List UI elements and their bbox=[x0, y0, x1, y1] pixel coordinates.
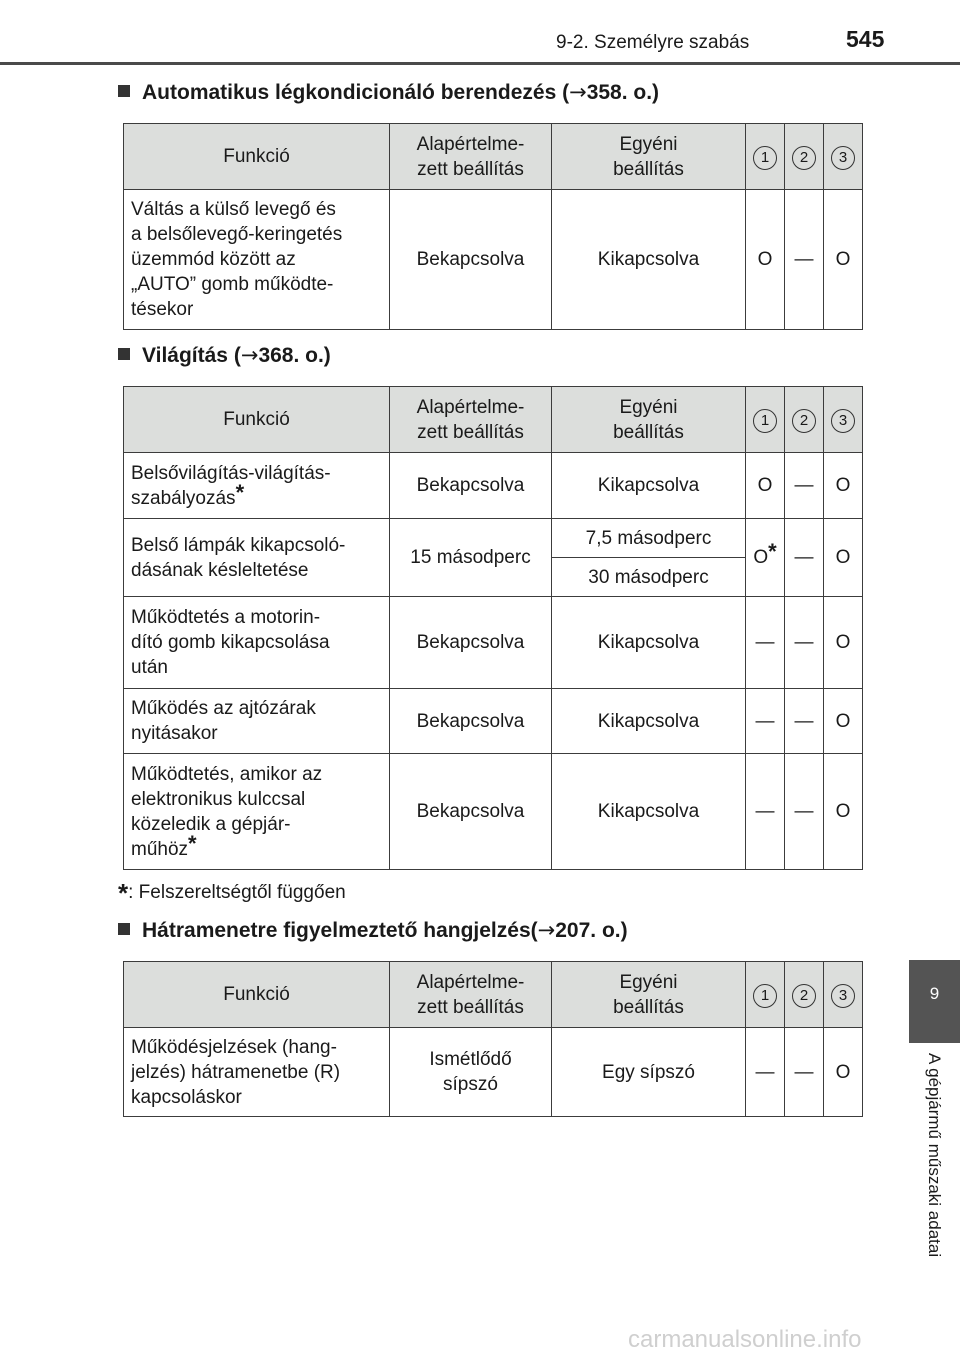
col-1-header bbox=[746, 962, 785, 1028]
cell-func: Működtetés a motorin- dító gomb kikapcsolása után bbox=[124, 597, 390, 689]
cell-custom: Egy sípszó bbox=[552, 1028, 746, 1117]
cell-c1: — bbox=[746, 1028, 785, 1117]
cell-c3: O bbox=[824, 519, 863, 597]
cell-c1: — bbox=[746, 754, 785, 870]
col-default-header: Alapértelme- zett beállítás bbox=[390, 387, 552, 453]
cell-c3: O bbox=[824, 453, 863, 519]
circle-3-icon: 3 bbox=[831, 409, 855, 433]
table-row bbox=[124, 1028, 863, 1117]
circle-3-icon: 3 bbox=[831, 146, 855, 170]
cell-custom: Kikapcsolva bbox=[552, 453, 746, 519]
header-rule bbox=[0, 62, 960, 65]
cell-func: Működésjelzések (hang- jelzés) hátramenetbe (R) kapcsoláskor bbox=[124, 1028, 390, 1117]
col-1-header bbox=[746, 387, 785, 453]
footnote-text: : Felszereltségtől függően bbox=[128, 882, 346, 903]
cell-default: Bekapcsolva bbox=[390, 689, 552, 754]
cell-c3: O bbox=[824, 754, 863, 870]
square-bullet-icon bbox=[118, 923, 130, 935]
cell-c2: — bbox=[785, 453, 824, 519]
col-2-header bbox=[785, 962, 824, 1028]
cell-c3: O bbox=[824, 1028, 863, 1117]
table-row bbox=[124, 689, 863, 754]
section-title-ac: Automatikus légkondicionáló berendezés (→358. o.) bbox=[118, 80, 659, 105]
lighting-settings-table bbox=[123, 386, 863, 870]
cell-c2: — bbox=[785, 190, 824, 330]
watermark: carmanualsonline.info bbox=[628, 1326, 862, 1353]
cell-c2: — bbox=[785, 754, 824, 870]
square-bullet-icon bbox=[118, 85, 130, 97]
cell-custom: Kikapcsolva bbox=[552, 190, 746, 330]
col-2-header bbox=[785, 124, 824, 190]
cell-c2: — bbox=[785, 519, 824, 597]
col-2-header bbox=[785, 387, 824, 453]
table-header-row bbox=[124, 124, 863, 190]
cell-func: Működés az ajtózárak nyitásakor bbox=[124, 689, 390, 754]
cell-func: Belső lámpák kikapcsoló- dásának késleltetése bbox=[124, 519, 390, 597]
cell-c3: O bbox=[824, 597, 863, 689]
col-func-header: Funkció bbox=[124, 387, 390, 453]
col-default-header: Alapértelme- zett beállítás bbox=[390, 962, 552, 1028]
cell-custom-b: 30 másodperc bbox=[552, 558, 746, 597]
col-func-header: Funkció bbox=[124, 962, 390, 1028]
cell-c1: — bbox=[746, 597, 785, 689]
cell-default: Bekapcsolva bbox=[390, 453, 552, 519]
circle-2-icon: 2 bbox=[792, 984, 816, 1008]
table-row bbox=[124, 754, 863, 870]
cell-custom: Kikapcsolva bbox=[552, 754, 746, 870]
cell-c3: O bbox=[824, 689, 863, 754]
table-row bbox=[124, 453, 863, 519]
table-row bbox=[124, 597, 863, 689]
page-header bbox=[0, 0, 960, 68]
cell-c1: O* bbox=[746, 519, 785, 597]
circle-1-icon: 1 bbox=[753, 409, 777, 433]
footnote-star: * bbox=[235, 479, 245, 505]
table-row bbox=[124, 190, 863, 330]
footnote bbox=[118, 878, 346, 909]
cell-default: Bekapcsolva bbox=[390, 754, 552, 870]
section-title-lighting: Világítás (→368. o.) bbox=[118, 343, 331, 368]
circle-2-icon: 2 bbox=[792, 146, 816, 170]
col-3-header bbox=[824, 962, 863, 1028]
circle-2-icon: 2 bbox=[792, 409, 816, 433]
chapter-tab[interactable] bbox=[909, 960, 960, 1043]
cell-custom: Kikapcsolva bbox=[552, 689, 746, 754]
cell-default: Bekapcsolva bbox=[390, 190, 552, 330]
cell-default: Bekapcsolva bbox=[390, 597, 552, 689]
col-func-header: Funkció bbox=[124, 124, 390, 190]
table-header-row bbox=[124, 387, 863, 453]
footnote-star: * bbox=[188, 830, 197, 856]
cell-default: Ismétlődő sípszó bbox=[390, 1028, 552, 1117]
cell-default: 15 másodperc bbox=[390, 519, 552, 597]
col-3-header bbox=[824, 387, 863, 453]
col-custom-header: Egyéni beállítás bbox=[552, 124, 746, 190]
footnote-star: * bbox=[768, 539, 777, 564]
cell-c2: — bbox=[785, 1028, 824, 1117]
reverse-buzzer-table bbox=[123, 961, 863, 1117]
table-row bbox=[124, 519, 863, 558]
col-default-header: Alapértelme- zett beállítás bbox=[390, 124, 552, 190]
ac-settings-table bbox=[123, 123, 863, 330]
circle-3-icon: 3 bbox=[831, 984, 855, 1008]
cell-custom-a: 7,5 másodperc bbox=[552, 519, 746, 558]
cell-c1: O bbox=[746, 453, 785, 519]
square-bullet-icon bbox=[118, 348, 130, 360]
arrow-right-icon: → bbox=[240, 343, 259, 367]
col-3-header bbox=[824, 124, 863, 190]
cell-func: Működtetés, amikor az elektronikus kulccsal közeledik a gépjár- műhöz* bbox=[124, 754, 390, 870]
cell-func: Belsővilágítás-világítás- szabályozás* bbox=[124, 453, 390, 519]
cell-c1: O bbox=[746, 190, 785, 330]
cell-c2: — bbox=[785, 597, 824, 689]
section-title-reverse-buzzer: Hátramenetre figyelmeztető hangjelzés(→207. o.) bbox=[118, 918, 628, 943]
table-header-row bbox=[124, 962, 863, 1028]
footnote-star: * bbox=[118, 878, 129, 908]
chapter-tab-label: A gépjármű műszaki adatai bbox=[925, 1053, 944, 1258]
cell-custom: Kikapcsolva bbox=[552, 597, 746, 689]
chapter-tab-number: 9 bbox=[929, 984, 940, 1003]
col-1-header bbox=[746, 124, 785, 190]
col-custom-header: Egyéni beállítás bbox=[552, 962, 746, 1028]
arrow-right-icon: → bbox=[569, 80, 587, 104]
circle-1-icon: 1 bbox=[753, 146, 777, 170]
circle-1-icon: 1 bbox=[753, 984, 777, 1008]
cell-c2: — bbox=[785, 689, 824, 754]
cell-func: Váltás a külső levegő és a belsőlevegő-keringetés üzemmód között az „AUTO” gomb működte- tésekor bbox=[124, 190, 390, 330]
cell-c3: O bbox=[824, 190, 863, 330]
cell-c1: — bbox=[746, 689, 785, 754]
col-custom-header: Egyéni beállítás bbox=[552, 387, 746, 453]
chapter-title: 9-2. Személyre szabás bbox=[556, 32, 750, 53]
arrow-right-icon: → bbox=[537, 918, 556, 942]
page-number: 545 bbox=[846, 26, 885, 52]
